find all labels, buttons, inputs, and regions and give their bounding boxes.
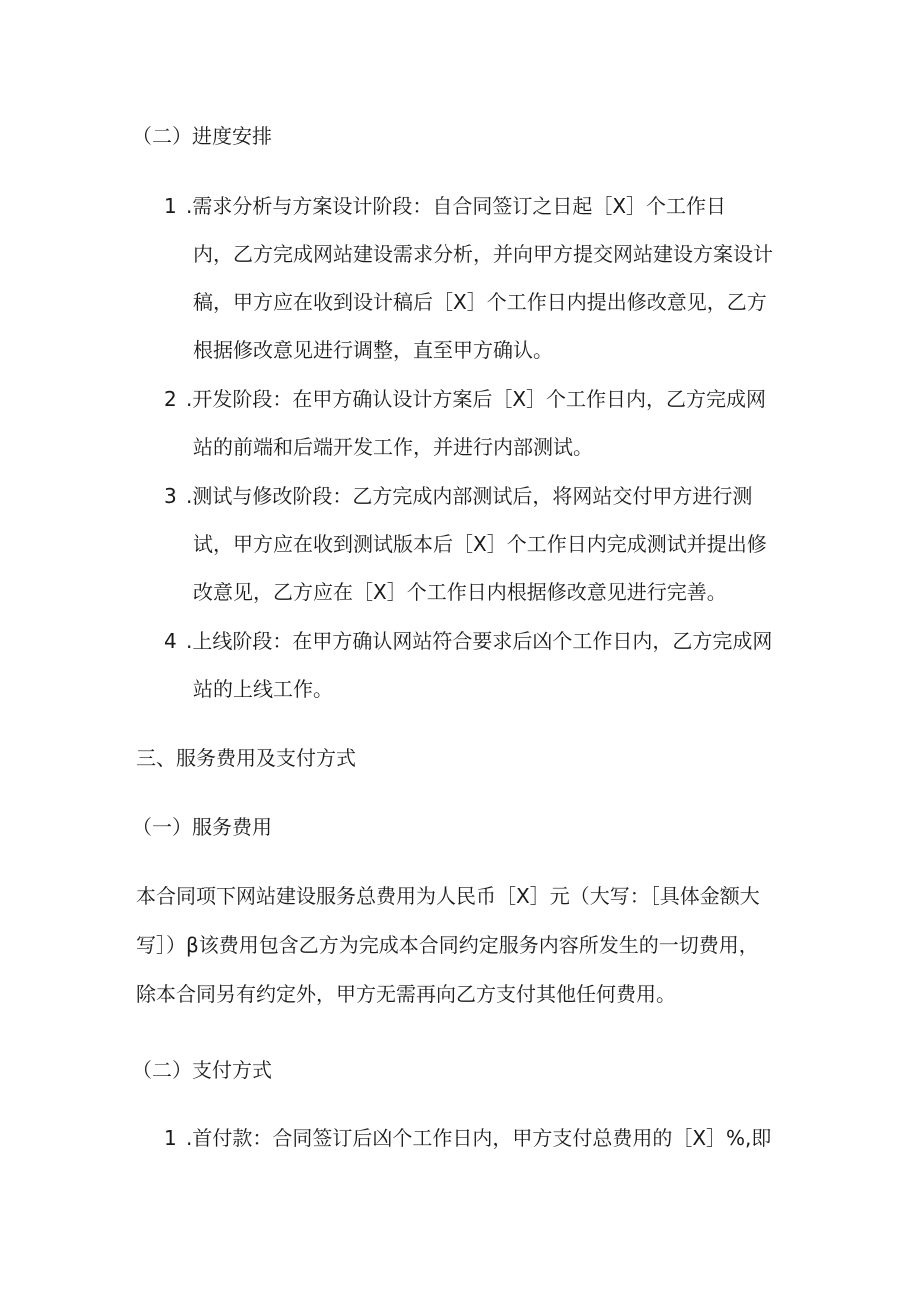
item-line: 改意见，乙方应在［X］个工作日内根据修改意见进行完善。: [193, 580, 727, 604]
paragraph-line: 除本合同另有约定外，甲方无需再向乙方支付其他任何费用。: [136, 982, 676, 1006]
item-line: 稿，甲方应在收到设计稿后［X］个工作日内提出修改意见，乙方: [193, 290, 767, 314]
item-line: .上线阶段：在甲方确认网站符合要求后凶个工作日内，乙方完成网: [186, 629, 773, 653]
item-number: 2: [164, 387, 177, 411]
item-number: 1: [164, 194, 177, 218]
section-heading: 三、服务费用及支付方式: [136, 746, 356, 770]
item-number: 4: [164, 629, 177, 653]
item-number: 3: [164, 484, 177, 508]
item-line: 站的前端和后端开发工作，并进行内部测试。: [193, 435, 593, 459]
item-line: .需求分析与方案设计阶段：自合同签订之日起［X］个工作日: [186, 194, 727, 218]
item-number: 1: [164, 1126, 177, 1150]
payment-heading: （二）支付方式: [132, 1058, 272, 1082]
item-line: 根据修改意见进行调整，直至甲方确认。: [193, 338, 553, 362]
item-line: .开发阶段：在甲方确认设计方案后［X］个工作日内，乙方完成网: [186, 387, 767, 411]
schedule-heading: （二）进度安排: [132, 124, 272, 148]
service-fee-heading: （一）服务费用: [132, 815, 272, 839]
paragraph-line: 写］）β该费用包含乙方为完成本合同约定服务内容所发生的一切费用，: [136, 933, 759, 957]
item-line: .首付款：合同签订后凶个工作日内，甲方支付总费用的［X］%,即: [186, 1126, 772, 1150]
item-line: 站的上线工作。: [193, 677, 333, 701]
item-line: 试，甲方应在收到测试版本后［X］个工作日内完成测试并提出修: [193, 532, 767, 556]
item-line: .测试与修改阶段：乙方完成内部测试后，将网站交付甲方进行测: [186, 484, 753, 508]
paragraph-line: 本合同项下网站建设服务总费用为人民币［X］元（大写：［具体金额大: [136, 884, 760, 908]
item-line: 内，乙方完成网站建设需求分析，并向甲方提交网站建设方案设计: [193, 242, 773, 266]
